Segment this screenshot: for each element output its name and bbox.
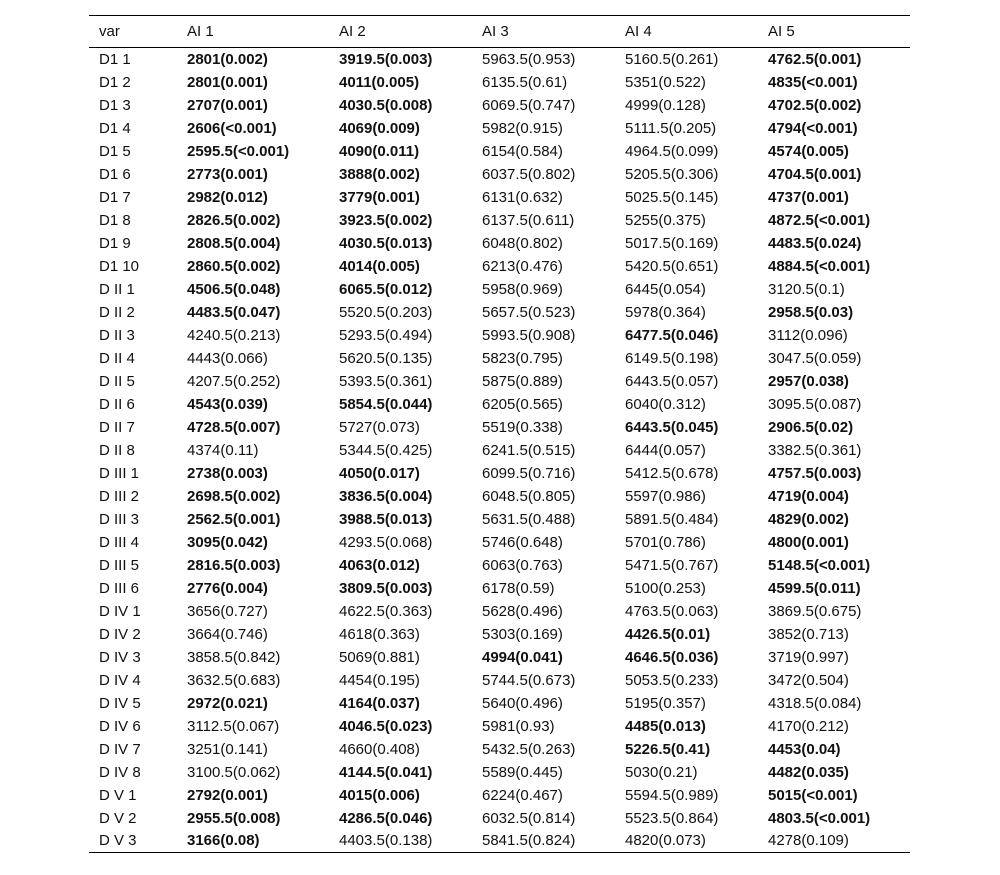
table-row — [89, 209, 910, 232]
header-row — [89, 16, 910, 48]
cell-ai-1: 3251(0.141) — [187, 740, 268, 758]
cell-ai-2: 5393.5(0.361) — [339, 372, 433, 390]
cell-ai-1: 4443(0.066) — [187, 349, 268, 367]
cell-ai-5: 3120.5(0.1) — [768, 280, 845, 298]
cell-ai-1: 2816.5(0.003) — [187, 556, 281, 574]
cell-ai-3: 6037.5(0.802) — [482, 165, 576, 183]
cell-ai-2: 4286.5(0.046) — [339, 809, 433, 827]
cell-ai-5: 4757.5(0.003) — [768, 464, 862, 482]
cell-ai-1: 3656(0.727) — [187, 602, 268, 620]
cell-ai-5: 4835(<0.001) — [768, 73, 858, 91]
cell-ai-1: 3664(0.746) — [187, 625, 268, 643]
cell-ai-1: 2707(0.001) — [187, 96, 268, 114]
cell-ai-5: 5148.5(<0.001) — [768, 556, 871, 574]
row-var-label: D IV 2 — [99, 625, 141, 643]
cell-ai-2: 6065.5(0.012) — [339, 280, 433, 298]
cell-ai-1: 4483.5(0.047) — [187, 303, 281, 321]
cell-ai-5: 3095.5(0.087) — [768, 395, 862, 413]
row-var-label: D1 4 — [99, 119, 131, 137]
header-ai-2: AI 2 — [329, 16, 472, 48]
cell-ai-4: 5111.5(0.205) — [625, 119, 717, 137]
cell-ai-2: 4063(0.012) — [339, 556, 420, 574]
header-ai-4: AI 4 — [615, 16, 758, 48]
row-var-label: D1 3 — [99, 96, 131, 114]
cell-ai-5: 2957(0.038) — [768, 372, 849, 390]
cell-ai-2: 3919.5(0.003) — [339, 50, 433, 68]
cell-ai-1: 4374(0.11) — [187, 441, 259, 459]
row-var-label: D1 1 — [99, 50, 131, 68]
cell-ai-1: 2808.5(0.004) — [187, 234, 281, 252]
table-row — [89, 830, 910, 853]
cell-ai-4: 4485(0.013) — [625, 717, 706, 735]
cell-ai-1: 3112.5(0.067) — [187, 717, 280, 735]
cell-ai-4: 4426.5(0.01) — [625, 625, 711, 643]
cell-ai-3: 5744.5(0.673) — [482, 671, 576, 689]
row-var-label: D IV 4 — [99, 671, 141, 689]
cell-ai-2: 4454(0.195) — [339, 671, 420, 689]
table-row — [89, 669, 910, 692]
table-row — [89, 807, 910, 830]
cell-ai-1: 2860.5(0.002) — [187, 257, 281, 275]
cell-ai-1: 4240.5(0.213) — [187, 326, 281, 344]
cell-ai-2: 3836.5(0.004) — [339, 487, 433, 505]
row-var-label: D IV 5 — [99, 694, 141, 712]
cell-ai-2: 5520.5(0.203) — [339, 303, 433, 321]
table-row — [89, 255, 910, 278]
cell-ai-1: 2738(0.003) — [187, 464, 268, 482]
cell-ai-1: 2562.5(0.001) — [187, 510, 281, 528]
table-row — [89, 485, 910, 508]
cell-ai-2: 3809.5(0.003) — [339, 579, 433, 597]
row-var-label: D IV 8 — [99, 763, 141, 781]
cell-ai-4: 6444(0.057) — [625, 441, 706, 459]
table-row — [89, 600, 910, 623]
cell-ai-3: 6213(0.476) — [482, 257, 563, 275]
row-var-label: D1 8 — [99, 211, 131, 229]
table-row — [89, 140, 910, 163]
table-row — [89, 370, 910, 393]
row-var-label: D III 2 — [99, 487, 140, 505]
cell-ai-1: 2792(0.001) — [187, 786, 268, 804]
cell-ai-5: 4762.5(0.001) — [768, 50, 862, 68]
row-var-label: D V 1 — [99, 786, 137, 804]
cell-ai-2: 4090(0.011) — [339, 142, 420, 160]
row-var-label: D II 8 — [99, 441, 135, 459]
cell-ai-2: 4622.5(0.363) — [339, 602, 433, 620]
row-var-label: D III 3 — [99, 510, 140, 528]
cell-ai-2: 4011(0.005) — [339, 73, 420, 91]
cell-ai-4: 4820(0.073) — [615, 830, 758, 853]
cell-ai-4: 5351(0.522) — [625, 73, 706, 91]
cell-ai-2: 5344.5(0.425) — [339, 441, 433, 459]
table-row — [89, 439, 910, 462]
cell-ai-3: 6224(0.467) — [482, 786, 563, 804]
cell-ai-3: 5958(0.969) — [482, 280, 563, 298]
cell-ai-5: 3852(0.713) — [768, 625, 849, 643]
cell-ai-1: 2595.5(<0.001) — [187, 142, 290, 160]
cell-ai-5: 4794(<0.001) — [768, 119, 858, 137]
cell-ai-1: 2955.5(0.008) — [187, 809, 281, 827]
row-var-label: D III 5 — [99, 556, 140, 574]
cell-ai-2: 4164(0.037) — [339, 694, 420, 712]
cell-ai-3: 6241.5(0.515) — [482, 441, 576, 459]
row-var-label: D IV 3 — [99, 648, 141, 666]
cell-ai-2: 4293.5(0.068) — [339, 533, 433, 551]
table-row — [89, 784, 910, 807]
table-row — [89, 715, 910, 738]
table-row — [89, 278, 910, 301]
cell-ai-5: 5015(<0.001) — [768, 786, 858, 804]
cell-ai-5: 4278(0.109) — [758, 830, 910, 853]
cell-ai-5: 4453(0.04) — [768, 740, 841, 758]
cell-ai-4: 5471.5(0.767) — [625, 556, 719, 574]
cell-ai-2: 5620.5(0.135) — [339, 349, 433, 367]
row-var-label: D1 7 — [99, 188, 131, 206]
cell-ai-3: 5982(0.915) — [482, 119, 563, 137]
cell-ai-1: 4543(0.039) — [187, 395, 268, 413]
cell-ai-2: 3988.5(0.013) — [339, 510, 433, 528]
cell-ai-3: 6131(0.632) — [482, 188, 563, 206]
cell-ai-3: 6069.5(0.747) — [482, 96, 576, 114]
cell-ai-5: 4483.5(0.024) — [768, 234, 862, 252]
table-row — [89, 48, 910, 71]
cell-ai-1: 3632.5(0.683) — [187, 671, 281, 689]
cell-ai-2: 4618(0.363) — [339, 625, 420, 643]
row-var-label: D1 5 — [99, 142, 131, 160]
cell-ai-4: 6477.5(0.046) — [625, 326, 719, 344]
cell-ai-2: 5069(0.881) — [339, 648, 420, 666]
cell-ai-4: 5205.5(0.306) — [625, 165, 719, 183]
cell-ai-4: 5160.5(0.261) — [625, 50, 719, 68]
cell-ai-1: 3100.5(0.062) — [187, 763, 281, 781]
cell-ai-1: 2801(0.002) — [187, 50, 268, 68]
cell-ai-2: 4144.5(0.041) — [339, 763, 433, 781]
cell-ai-5: 2906.5(0.02) — [768, 418, 854, 436]
cell-ai-3: 5589(0.445) — [482, 763, 563, 781]
cell-ai-4: 4964.5(0.099) — [625, 142, 719, 160]
cell-ai-5: 4872.5(<0.001) — [768, 211, 871, 229]
cell-ai-4: 5025.5(0.145) — [625, 188, 719, 206]
cell-ai-2: 4050(0.017) — [339, 464, 420, 482]
row-var-label: D III 1 — [99, 464, 140, 482]
table-body — [89, 48, 910, 853]
cell-ai-5: 4704.5(0.001) — [768, 165, 862, 183]
cell-ai-4: 5412.5(0.678) — [625, 464, 719, 482]
cell-ai-5: 4884.5(<0.001) — [768, 257, 871, 275]
cell-ai-4: 5195(0.357) — [625, 694, 706, 712]
cell-ai-5: 4599.5(0.011) — [768, 579, 861, 597]
cell-ai-3: 5628(0.496) — [482, 602, 563, 620]
cell-ai-1: 3166(0.08) — [177, 830, 329, 853]
row-var-label: D II 1 — [99, 280, 135, 298]
cell-ai-3: 4994(0.041) — [482, 648, 563, 666]
cell-ai-3: 6154(0.584) — [482, 142, 563, 160]
cell-ai-3: 6048(0.802) — [482, 234, 563, 252]
cell-ai-1: 2982(0.012) — [187, 188, 268, 206]
cell-ai-5: 3047.5(0.059) — [768, 349, 862, 367]
cell-ai-4: 6443.5(0.057) — [625, 372, 719, 390]
cell-ai-2: 4069(0.009) — [339, 119, 420, 137]
cell-ai-1: 2826.5(0.002) — [187, 211, 281, 229]
cell-ai-4: 5597(0.986) — [625, 487, 706, 505]
table-row — [89, 692, 910, 715]
row-var-label: D IV 7 — [99, 740, 141, 758]
cell-ai-1: 2801(0.001) — [187, 73, 268, 91]
cell-ai-5: 3112(0.096) — [768, 326, 848, 344]
cell-ai-4: 6040(0.312) — [625, 395, 706, 413]
row-var-label: D V 3 — [89, 830, 177, 853]
cell-ai-3: 5303(0.169) — [482, 625, 563, 643]
cell-ai-4: 5891.5(0.484) — [625, 510, 719, 528]
cell-ai-4: 6149.5(0.198) — [625, 349, 719, 367]
row-var-label: D1 10 — [99, 257, 140, 275]
cell-ai-4: 4646.5(0.036) — [625, 648, 719, 666]
cell-ai-1: 4728.5(0.007) — [187, 418, 281, 436]
cell-ai-3: 6048.5(0.805) — [482, 487, 576, 505]
cell-ai-1: 2698.5(0.002) — [187, 487, 281, 505]
cell-ai-2: 4015(0.006) — [339, 786, 420, 804]
cell-ai-3: 5841.5(0.824) — [472, 830, 615, 853]
header-ai-5: AI 5 — [758, 16, 910, 48]
cell-ai-3: 6032.5(0.814) — [482, 809, 576, 827]
cell-ai-2: 4030.5(0.008) — [339, 96, 433, 114]
cell-ai-4: 5978(0.364) — [625, 303, 706, 321]
cell-ai-3: 5963.5(0.953) — [482, 50, 576, 68]
cell-ai-2: 3923.5(0.002) — [339, 211, 433, 229]
row-var-label: D IV 1 — [99, 602, 141, 620]
table-row — [89, 761, 910, 784]
table-row — [89, 508, 910, 531]
table-row — [89, 347, 910, 370]
cell-ai-1: 4506.5(0.048) — [187, 280, 281, 298]
table-row — [89, 94, 910, 117]
cell-ai-1: 2773(0.001) — [187, 165, 268, 183]
table-row — [89, 646, 910, 669]
row-var-label: D II 5 — [99, 372, 135, 390]
cell-ai-4: 5701(0.786) — [625, 533, 706, 551]
cell-ai-2: 4046.5(0.023) — [339, 717, 433, 735]
table-row — [89, 738, 910, 761]
cell-ai-4: 5523.5(0.864) — [625, 809, 719, 827]
cell-ai-5: 4719(0.004) — [768, 487, 849, 505]
table-row — [89, 531, 910, 554]
cell-ai-5: 4737(0.001) — [768, 188, 849, 206]
row-var-label: D II 3 — [99, 326, 135, 344]
cell-ai-5: 4170(0.212) — [768, 717, 849, 735]
cell-ai-3: 5875(0.889) — [482, 372, 563, 390]
row-var-label: D II 2 — [99, 303, 135, 321]
cell-ai-4: 5030(0.21) — [625, 763, 698, 781]
cell-ai-1: 2776(0.004) — [187, 579, 268, 597]
cell-ai-3: 5981(0.93) — [482, 717, 555, 735]
cell-ai-5: 4574(0.005) — [768, 142, 849, 160]
table-row — [89, 163, 910, 186]
cell-ai-3: 5657.5(0.523) — [482, 303, 576, 321]
row-var-label: D V 2 — [99, 809, 137, 827]
row-var-label: D III 4 — [99, 533, 140, 551]
cell-ai-2: 4403.5(0.138) — [329, 830, 472, 853]
cell-ai-3: 6205(0.565) — [482, 395, 563, 413]
row-var-label: D II 6 — [99, 395, 135, 413]
row-var-label: D IV 6 — [99, 717, 141, 735]
table-row — [89, 623, 910, 646]
cell-ai-3: 5823(0.795) — [482, 349, 563, 367]
row-var-label: D1 6 — [99, 165, 131, 183]
cell-ai-4: 5255(0.375) — [625, 211, 706, 229]
cell-ai-4: 5017.5(0.169) — [625, 234, 719, 252]
cell-ai-2: 5854.5(0.044) — [339, 395, 433, 413]
cell-ai-2: 3779(0.001) — [339, 188, 420, 206]
row-var-label: D1 2 — [99, 73, 131, 91]
cell-ai-3: 5746(0.648) — [482, 533, 563, 551]
cell-ai-3: 6099.5(0.716) — [482, 464, 576, 482]
cell-ai-3: 5432.5(0.263) — [482, 740, 576, 758]
cell-ai-1: 3095(0.042) — [187, 533, 268, 551]
table-row — [89, 324, 910, 347]
row-var-label: D II 7 — [99, 418, 135, 436]
cell-ai-2: 3888(0.002) — [339, 165, 420, 183]
cell-ai-3: 5631.5(0.488) — [482, 510, 576, 528]
table-row — [89, 232, 910, 255]
cell-ai-5: 3719(0.997) — [768, 648, 849, 666]
table-row — [89, 416, 910, 439]
table-row — [89, 117, 910, 140]
table-row — [89, 71, 910, 94]
cell-ai-5: 3869.5(0.675) — [768, 602, 862, 620]
cell-ai-2: 4660(0.408) — [339, 740, 420, 758]
table-row — [89, 393, 910, 416]
cell-ai-2: 5727(0.073) — [339, 418, 420, 436]
cell-ai-5: 3382.5(0.361) — [768, 441, 862, 459]
header-ai-1: AI 1 — [177, 16, 329, 48]
table-row — [89, 577, 910, 600]
table-row — [89, 301, 910, 324]
row-var-label: D1 9 — [99, 234, 131, 252]
cell-ai-1: 3858.5(0.842) — [187, 648, 281, 666]
cell-ai-3: 6135.5(0.61) — [482, 73, 568, 91]
table-row — [89, 554, 910, 577]
table-header — [89, 16, 910, 48]
header-ai-3: AI 3 — [472, 16, 615, 48]
cell-ai-5: 4482(0.035) — [768, 763, 849, 781]
cell-ai-2: 4014(0.005) — [339, 257, 420, 275]
cell-ai-5: 4803.5(<0.001) — [768, 809, 871, 827]
cell-ai-5: 4829(0.002) — [768, 510, 849, 528]
cell-ai-5: 4318.5(0.084) — [768, 694, 862, 712]
cell-ai-2: 5293.5(0.494) — [339, 326, 433, 344]
cell-ai-3: 5993.5(0.908) — [482, 326, 576, 344]
cell-ai-4: 6445(0.054) — [625, 280, 706, 298]
cell-ai-4: 5594.5(0.989) — [625, 786, 719, 804]
table-row — [89, 186, 910, 209]
cell-ai-4: 4763.5(0.063) — [625, 602, 719, 620]
cell-ai-5: 4800(0.001) — [768, 533, 849, 551]
cell-ai-2: 4030.5(0.013) — [339, 234, 433, 252]
cell-ai-3: 6063(0.763) — [482, 556, 563, 574]
cell-ai-3: 5519(0.338) — [482, 418, 563, 436]
row-var-label: D III 6 — [99, 579, 140, 597]
cell-ai-1: 4207.5(0.252) — [187, 372, 281, 390]
header-var: var — [89, 16, 177, 48]
cell-ai-3: 5640(0.496) — [482, 694, 563, 712]
cell-ai-3: 6137.5(0.611) — [482, 211, 575, 229]
cell-ai-4: 6443.5(0.045) — [625, 418, 719, 436]
cell-ai-1: 2606(<0.001) — [187, 119, 277, 137]
cell-ai-5: 4702.5(0.002) — [768, 96, 862, 114]
cell-ai-4: 4999(0.128) — [625, 96, 706, 114]
cell-ai-4: 5100(0.253) — [625, 579, 706, 597]
row-var-label: D II 4 — [99, 349, 135, 367]
cell-ai-5: 2958.5(0.03) — [768, 303, 854, 321]
results-table — [89, 15, 910, 853]
cell-ai-3: 6178(0.59) — [482, 579, 555, 597]
cell-ai-1: 2972(0.021) — [187, 694, 268, 712]
cell-ai-4: 5420.5(0.651) — [625, 257, 719, 275]
cell-ai-4: 5053.5(0.233) — [625, 671, 719, 689]
table-row — [89, 462, 910, 485]
cell-ai-4: 5226.5(0.41) — [625, 740, 711, 758]
cell-ai-5: 3472(0.504) — [768, 671, 849, 689]
